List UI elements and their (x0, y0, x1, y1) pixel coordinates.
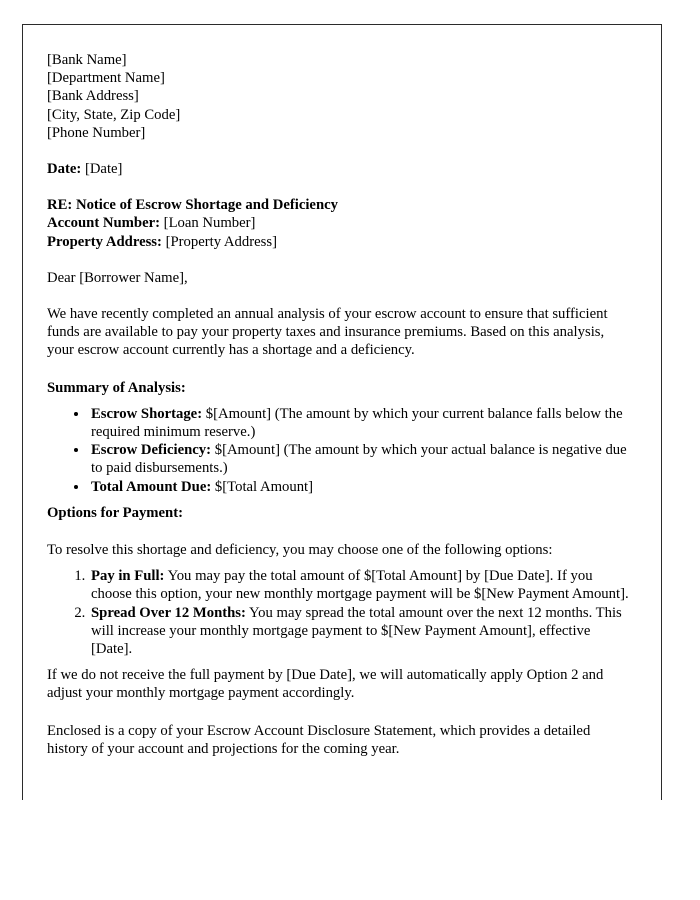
spacer (47, 397, 631, 405)
reference-subject-label: RE: (47, 197, 73, 214)
option-item-label: Spread Over 12 Months: (91, 604, 246, 621)
spacer (47, 287, 631, 305)
option-item-text: You may spread the total amount over the next 12 months. This will increase your monthly mortgage payment to $[New Payment Amount], effective [Date]. (91, 604, 622, 658)
summary-list (47, 405, 631, 496)
summary-item-label: Escrow Deficiency: (91, 442, 212, 459)
letterhead-line-department-name: [Department Name] (47, 70, 165, 87)
reference-account-line (47, 214, 631, 232)
spacer (47, 178, 631, 196)
date-placeholder-value: [Date] (84, 161, 123, 178)
reference-property-line (47, 233, 631, 251)
page-frame (22, 24, 662, 800)
closing-paragraph-option-default: If we do not receive the full payment by [Due Date], we will automatically apply Option 2 and adjust your monthly mortgage payment accordingly. (47, 667, 604, 702)
closing-paragraph-enclosure: Enclosed is a copy of your Escrow Account Disclosure Statement, which provides a detailed history of your account and projections for the coming year. (47, 722, 591, 757)
reference-subject-value: Notice of Escrow Shortage and Deficiency (75, 197, 338, 214)
letterhead-line-bank-address: [Bank Address] (47, 88, 139, 105)
list-item (89, 478, 631, 496)
spacer (47, 496, 631, 504)
property-address-label: Property Address: (47, 233, 162, 250)
summary-item-text: $[Total Amount] (211, 478, 314, 495)
date-line (47, 160, 631, 178)
list-item (89, 405, 631, 441)
option-item-label: Pay in Full: (91, 568, 165, 585)
list-item (89, 604, 631, 659)
summary-item-text: $[Amount] (The amount by which your current balance falls below the required minimum reserve.) (91, 405, 623, 441)
intro-paragraph: We have recently completed an annual analysis of your escrow account to ensure that sufficient funds are available to pay your property taxes and insurance premiums. Based on this analysis, your escrow account currently has a shortage and a deficiency. (47, 306, 608, 359)
account-number-value: [Loan Number] (163, 215, 256, 232)
letterhead-block (47, 51, 631, 142)
options-list (47, 567, 631, 658)
list-item (89, 441, 631, 477)
spacer (47, 658, 631, 666)
summary-item-text: $[Amount] (The amount by which your actual balance is negative due to paid disbursements.) (91, 442, 627, 477)
options-heading: Options for Payment: (47, 504, 183, 521)
spacer (47, 522, 631, 541)
options-lead-in: To resolve this shortage and deficiency, you may choose one of the following options: (47, 542, 553, 559)
letterhead-line-phone-number: [Phone Number] (47, 124, 146, 141)
spacer (47, 142, 631, 160)
summary-heading: Summary of Analysis: (47, 379, 186, 396)
spacer (47, 251, 631, 269)
letterhead-line-bank-name: [Bank Name] (47, 52, 127, 68)
list-item (89, 567, 631, 603)
option-item-text: You may pay the total amount of $[Total Amount] by [Due Date]. If you choose this option, your new monthly mortgage payment will be $[New Payment Amount]. (91, 568, 629, 603)
salutation: Dear [Borrower Name], (47, 269, 188, 286)
spacer (47, 703, 631, 722)
date-label: Date: (47, 161, 82, 178)
summary-item-label: Total Amount Due: (91, 478, 212, 495)
document-body (47, 51, 631, 758)
spacer (47, 360, 631, 379)
property-address-value: [Property Address] (165, 233, 277, 250)
reference-subject-line (47, 196, 631, 214)
spacer (47, 559, 631, 567)
account-number-label: Account Number: (47, 215, 160, 232)
summary-item-label: Escrow Shortage: (91, 405, 203, 422)
letterhead-line-city-state-zip: [City, State, Zip Code] (47, 106, 181, 123)
